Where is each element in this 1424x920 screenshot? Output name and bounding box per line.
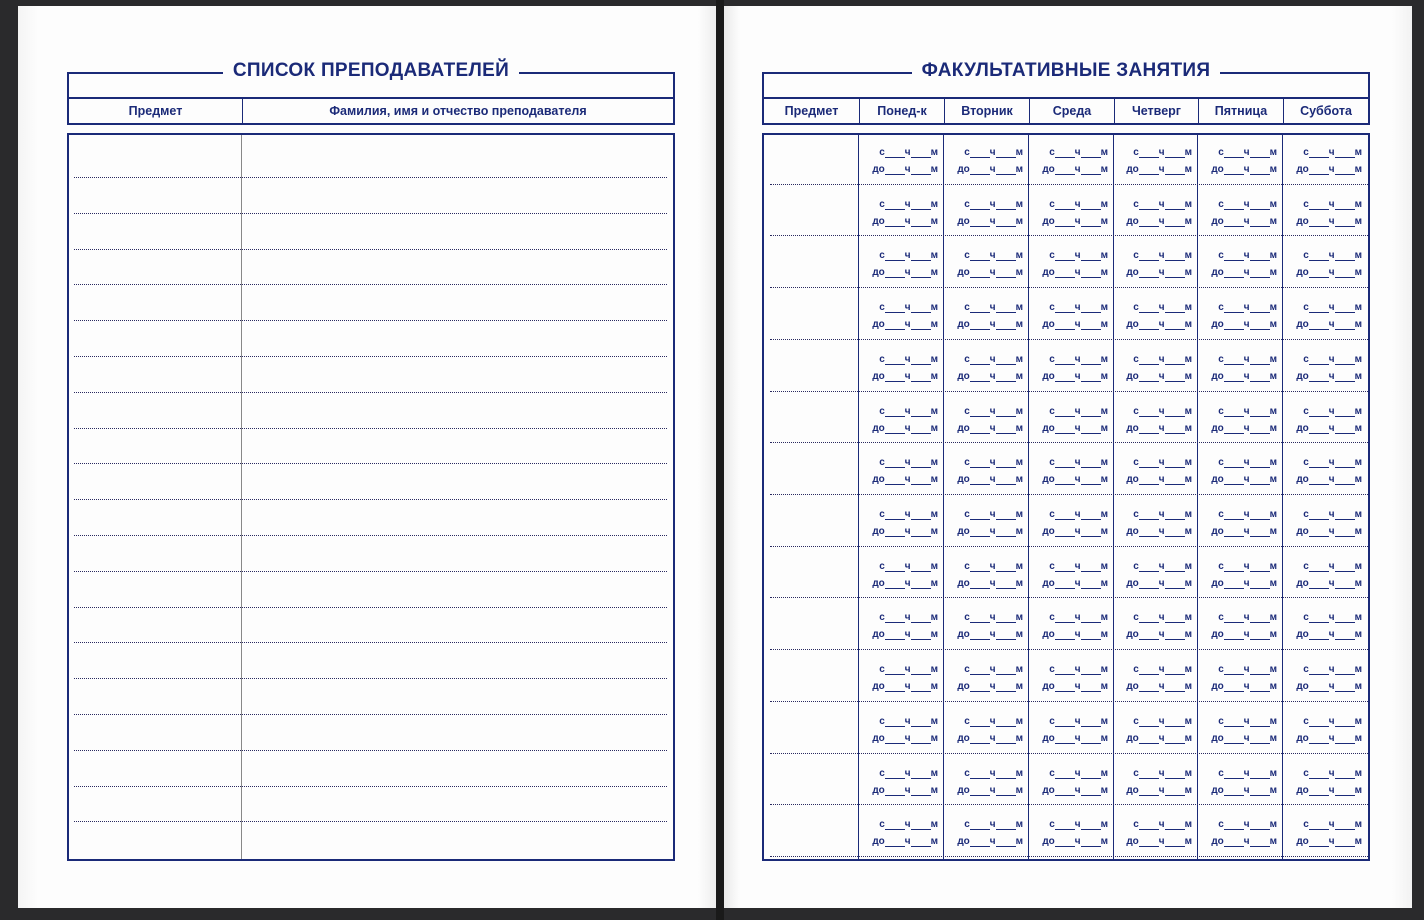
elective-row-line[interactable] (770, 856, 1368, 857)
teachers-col-name: Фамилия, имя и отчество преподавателя (242, 99, 673, 123)
time-slot-cell[interactable]: с ч м до ч м (957, 250, 1023, 279)
teachers-header-row (67, 97, 675, 125)
time-slot-cell[interactable]: с ч м до ч м (1126, 457, 1192, 486)
time-slot-cell[interactable]: с ч м до ч м (872, 353, 938, 382)
teacher-row-line[interactable] (74, 463, 667, 464)
time-slot-cell[interactable]: с ч м до ч м (1296, 198, 1362, 227)
time-slot-cell[interactable]: с ч м до ч м (1042, 353, 1108, 382)
teachers-col-subject: Предмет (128, 104, 183, 118)
time-slot-cell[interactable]: с ч м до ч м (872, 457, 938, 486)
elective-row-line[interactable] (770, 391, 1368, 392)
time-slot-cell[interactable]: с ч м до ч м (1211, 664, 1277, 693)
teacher-row-line[interactable] (74, 213, 667, 214)
time-slot-cell[interactable]: с ч м до ч м (1296, 302, 1362, 331)
electives-table-body (762, 133, 1370, 861)
time-slot-cell[interactable]: с ч м до ч м (1211, 353, 1277, 382)
time-slot-cell[interactable]: с ч м до ч м (1211, 560, 1277, 589)
time-slot-cell[interactable]: с ч м до ч м (1211, 715, 1277, 744)
time-slot-cell[interactable]: с ч м до ч м (1296, 612, 1362, 641)
time-slot-cell[interactable]: с ч м до ч м (1126, 612, 1192, 641)
time-slot-cell[interactable]: с ч м до ч м (1211, 302, 1277, 331)
time-slot-cell[interactable]: с ч м до ч м (1211, 612, 1277, 641)
teacher-row-line[interactable] (74, 750, 667, 751)
time-slot-cell[interactable]: с ч м до ч м (957, 457, 1023, 486)
time-slot-cell[interactable]: с ч м до ч м (1042, 457, 1108, 486)
teacher-row-line[interactable] (74, 821, 667, 822)
time-slot-cell[interactable]: с ч м до ч м (1296, 250, 1362, 279)
teachers-title: СПИСОК ПРЕПОДАВАТЕЛЕЙ (223, 60, 519, 81)
time-slot-cell[interactable]: с ч м до ч м (1042, 509, 1108, 537)
time-slot-cell[interactable]: с ч м до ч м (957, 715, 1023, 744)
day-header: Суббота (1283, 99, 1368, 123)
time-slot-cell[interactable]: с ч м до ч м (872, 405, 938, 434)
day-header: Четверг (1114, 99, 1198, 123)
time-slot-cell[interactable]: с ч м до ч м (1211, 457, 1277, 486)
elective-row-line[interactable] (770, 494, 1368, 495)
elective-row-line[interactable] (770, 804, 1368, 805)
teacher-row-line[interactable] (74, 356, 667, 357)
time-slot-cell[interactable]: с ч м до ч м (872, 612, 938, 641)
elective-row-line[interactable] (770, 597, 1368, 598)
time-slot-cell[interactable]: с ч м до ч м (957, 198, 1023, 227)
day-column-divider (1197, 135, 1198, 859)
teacher-row-line[interactable] (74, 642, 667, 643)
time-slot-cell[interactable]: с ч м до ч м (1042, 612, 1108, 641)
day-column-divider (1113, 135, 1114, 859)
time-slot-cell[interactable]: с ч м до ч м (1211, 147, 1277, 175)
day-column-divider (943, 135, 944, 859)
teacher-row-line[interactable] (74, 678, 667, 679)
time-slot-cell[interactable]: с ч м до ч м (872, 767, 938, 796)
teachers-table-body (67, 133, 675, 861)
time-slot-cell[interactable]: с ч м до ч м (1211, 405, 1277, 434)
time-slot-cell[interactable]: с ч м до ч м (957, 353, 1023, 382)
time-slot-cell[interactable]: с ч м до ч м (1042, 250, 1108, 279)
time-slot-cell[interactable]: с ч м до ч м (1042, 560, 1108, 589)
time-slot-cell[interactable]: с ч м до ч м (1296, 353, 1362, 382)
time-slot-cell[interactable]: с ч м до ч м (1126, 715, 1192, 744)
day-header: Пятница (1198, 99, 1283, 123)
time-slot-cell[interactable]: с ч м до ч м (1296, 457, 1362, 486)
time-slot-cell[interactable]: с ч м до ч м (1211, 250, 1277, 279)
time-slot-cell[interactable]: с ч м до ч м (1296, 405, 1362, 434)
time-slot-cell[interactable]: с ч м до ч м (1211, 767, 1277, 796)
time-slot-cell[interactable]: с ч м до ч м (1296, 560, 1362, 589)
time-slot-cell[interactable]: с ч м до ч м (957, 819, 1023, 848)
time-slot-cell[interactable]: с ч м до ч м (872, 560, 938, 589)
time-slot-cell[interactable]: с ч м до ч м (1211, 198, 1277, 227)
teacher-row-line[interactable] (74, 607, 667, 608)
teacher-row-line[interactable] (74, 284, 667, 285)
teacher-row-line[interactable] (74, 535, 667, 536)
teacher-row-line[interactable] (74, 714, 667, 715)
teachers-title-frame (67, 60, 675, 100)
time-slot-cell[interactable]: с ч м до ч м (1296, 819, 1362, 848)
elective-row-line[interactable] (770, 753, 1368, 754)
time-slot-cell[interactable]: с ч м до ч м (1211, 819, 1277, 848)
time-slot-cell[interactable]: с ч м до ч м (872, 302, 938, 331)
elective-row-line[interactable] (770, 287, 1368, 288)
electives-col-subject: Предмет (784, 104, 839, 118)
time-slot-cell[interactable]: с ч м до ч м (872, 250, 938, 279)
time-slot-cell[interactable]: с ч м до ч м (1126, 198, 1192, 227)
time-slot-cell[interactable]: с ч м до ч м (1211, 509, 1277, 537)
time-slot-cell[interactable]: с ч м до ч м (1296, 767, 1362, 796)
time-slot-cell[interactable]: с ч м до ч м (1296, 509, 1362, 537)
time-slot-cell[interactable]: с ч м до ч м (872, 819, 938, 848)
elective-row-line[interactable] (770, 442, 1368, 443)
time-slot-cell[interactable]: с ч м до ч м (1042, 664, 1108, 693)
teacher-row-line[interactable] (74, 249, 667, 250)
elective-row-line[interactable] (770, 184, 1368, 185)
time-slot-cell[interactable]: с ч м до ч м (1126, 664, 1192, 693)
time-slot-cell[interactable]: с ч м до ч м (957, 612, 1023, 641)
time-slot-cell[interactable]: с ч м до ч м (1042, 302, 1108, 331)
time-slot-cell[interactable]: с ч м до ч м (872, 198, 938, 227)
time-slot-cell[interactable]: с ч м до ч м (1126, 353, 1192, 382)
elective-row-line[interactable] (770, 701, 1368, 702)
time-slot-cell[interactable]: с ч м до ч м (1126, 250, 1192, 279)
time-slot-cell[interactable]: с ч м до ч м (1296, 715, 1362, 744)
time-slot-cell[interactable]: с ч м до ч м (1126, 405, 1192, 434)
day-column-divider (1028, 135, 1029, 859)
time-slot-cell[interactable]: с ч м до ч м (957, 509, 1023, 537)
time-slot-cell[interactable]: с ч м до ч м (1042, 715, 1108, 744)
time-slot-cell[interactable]: с ч м до ч м (1126, 819, 1192, 848)
day-column-divider (1282, 135, 1283, 859)
time-slot-cell[interactable]: с ч м до ч м (1042, 767, 1108, 796)
elective-row-line[interactable] (770, 235, 1368, 236)
time-slot-cell[interactable]: с ч м до ч м (1042, 147, 1108, 175)
time-slot-cell[interactable]: с ч м до ч м (1042, 405, 1108, 434)
time-slot-cell[interactable]: с ч м до ч м (1126, 509, 1192, 537)
time-slot-cell[interactable]: с ч м до ч м (957, 147, 1023, 175)
time-slot-cell[interactable]: с ч м до ч м (957, 664, 1023, 693)
time-slot-cell[interactable]: с ч м до ч м (957, 767, 1023, 796)
time-slot-cell[interactable]: с ч м до ч м (1126, 767, 1192, 796)
teacher-row-line[interactable] (74, 571, 667, 572)
teacher-row-line[interactable] (74, 392, 667, 393)
time-slot-cell[interactable]: с ч м до ч м (1126, 302, 1192, 331)
electives-title-frame (762, 60, 1370, 100)
teacher-row-line[interactable] (74, 499, 667, 500)
time-slot-cell[interactable]: с ч м до ч м (1126, 560, 1192, 589)
time-slot-cell[interactable]: с ч м до ч м (1126, 147, 1192, 175)
day-header: Среда (1029, 99, 1114, 123)
elective-row-line[interactable] (770, 339, 1368, 340)
time-slot-cell[interactable]: с ч м до ч м (872, 147, 938, 175)
day-header: Понед-к (859, 99, 944, 123)
book-spine (716, 0, 724, 920)
teacher-row-line[interactable] (74, 320, 667, 321)
teacher-row-line[interactable] (74, 786, 667, 787)
time-slot-cell[interactable]: с ч м до ч м (1042, 819, 1108, 848)
elective-row-line[interactable] (770, 546, 1368, 547)
teacher-row-line[interactable] (74, 428, 667, 429)
time-slot-cell[interactable]: с ч м до ч м (872, 715, 938, 744)
day-header: Вторник (944, 99, 1029, 123)
teacher-row-line[interactable] (74, 177, 667, 178)
electives-title: ФАКУЛЬТАТИВНЫЕ ЗАНЯТИЯ (912, 60, 1221, 81)
time-slot-cell[interactable]: с ч м до ч м (872, 509, 938, 537)
time-slot-cell[interactable]: с ч м до ч м (1296, 664, 1362, 693)
time-slot-cell[interactable]: с ч м до ч м (957, 560, 1023, 589)
time-slot-cell[interactable]: с ч м до ч м (957, 302, 1023, 331)
time-slot-cell[interactable]: с ч м до ч м (1042, 198, 1108, 227)
time-slot-cell[interactable]: с ч м до ч м (872, 664, 938, 693)
time-slot-cell[interactable]: с ч м до ч м (957, 405, 1023, 434)
electives-header-row (762, 97, 1370, 125)
time-slot-cell[interactable]: с ч м до ч м (1296, 147, 1362, 175)
day-column-divider (858, 135, 859, 859)
elective-row-line[interactable] (770, 649, 1368, 650)
